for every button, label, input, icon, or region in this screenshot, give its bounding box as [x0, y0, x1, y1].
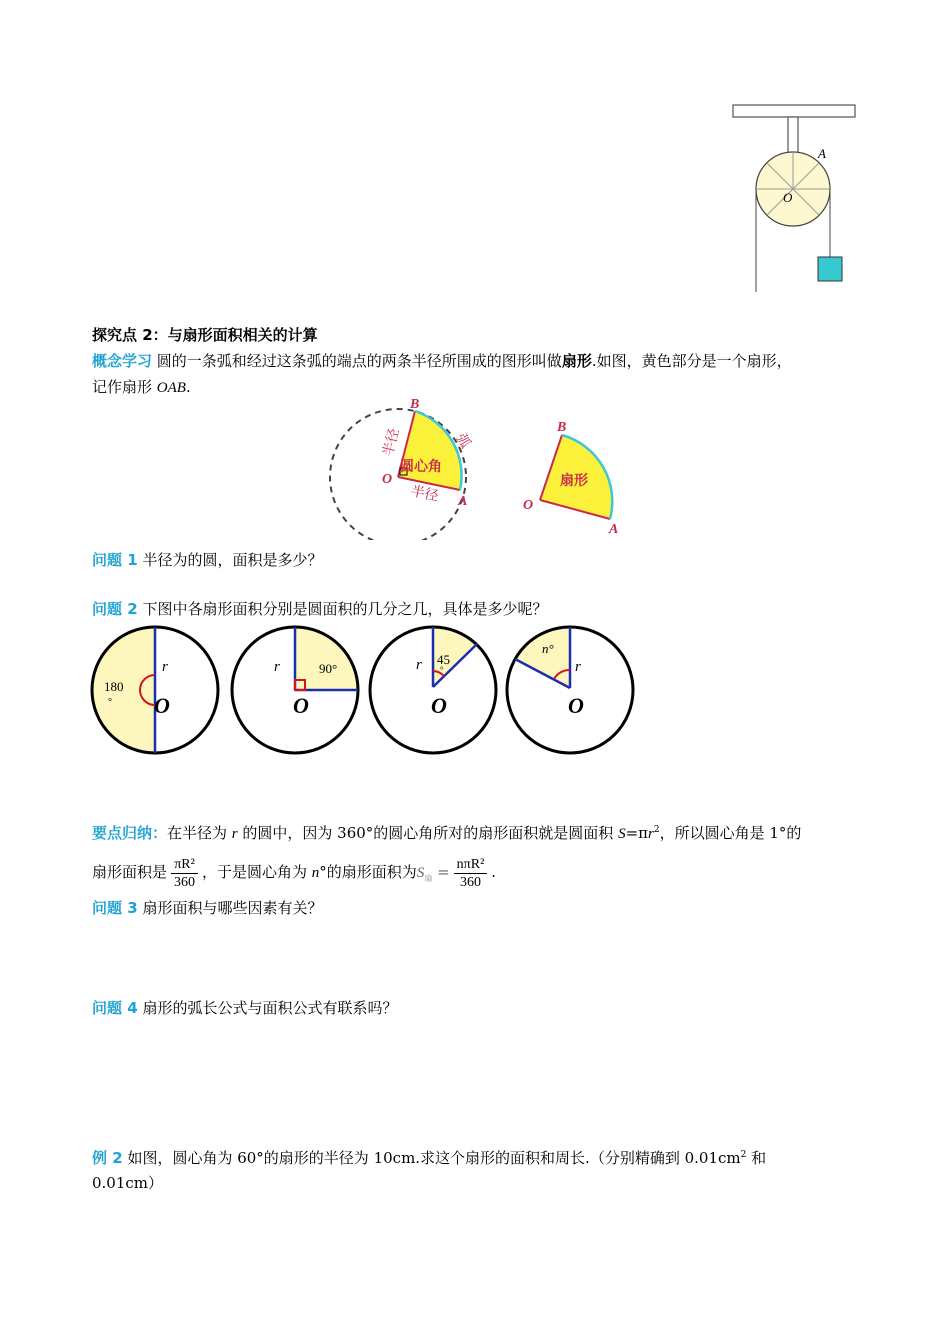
circle-1-angle: 180: [104, 679, 124, 694]
circle-1-o: O: [154, 693, 170, 718]
summary-text-c: ，所以圆心角是 1°的: [659, 824, 802, 842]
circle-2-r: r: [274, 659, 280, 675]
pulley-figure: [725, 100, 865, 300]
circle-45: [370, 627, 496, 753]
summary-text-b: 的圆中，因为 360°的圆心角所对的扇形面积就是圆面积: [237, 824, 619, 842]
concept-term: 扇形: [561, 352, 592, 370]
summary-line-1: [92, 822, 801, 845]
right-label-o: O: [523, 498, 534, 513]
fraction-2: [454, 856, 488, 891]
sector-concept-figure: [320, 395, 640, 540]
left-label-o: O: [382, 472, 393, 487]
summary-line2-b: ，于是圆心角为: [202, 863, 312, 881]
circle-3-deg: °: [440, 665, 444, 675]
summary-end: .: [491, 863, 497, 881]
concept-line2-prefix: 记作扇形: [92, 378, 157, 396]
circle-2-o: O: [293, 693, 309, 718]
circle-4-o: O: [568, 693, 584, 718]
left-label-b: B: [410, 397, 420, 412]
summary-eq: =π: [625, 824, 649, 842]
section-heading: 探究点 2：与扇形面积相关的计算: [92, 326, 318, 344]
question-3: [92, 897, 322, 919]
circle-1-r: r: [162, 659, 168, 675]
circle-4-r: r: [575, 659, 581, 675]
summary-line2-a: 扇形面积是: [92, 863, 168, 881]
example-2-line-2: 0.01cm）: [92, 1174, 164, 1192]
right-label-b: B: [557, 420, 567, 435]
summary-n: n: [311, 865, 320, 881]
ex2-sup: 2: [740, 1150, 747, 1160]
circle-3-r: r: [416, 657, 422, 673]
circle-90: [232, 627, 358, 753]
concept-line-1: [92, 350, 792, 372]
circle-2-angle: 90°: [319, 661, 338, 676]
question-4: [92, 997, 397, 1019]
circle-4-angle: n°: [542, 641, 554, 656]
circle-3-o: O: [431, 693, 447, 718]
pulley-top-bar: [733, 105, 855, 117]
summary-label: 要点归纳：: [92, 824, 168, 842]
left-arc-label: 弧: [452, 431, 473, 452]
summary-equals: =: [437, 863, 450, 881]
fraction-1: [171, 856, 198, 891]
right-label-a: A: [609, 522, 619, 537]
concept-line-2: [92, 376, 191, 399]
circle-180: [92, 627, 218, 753]
ex2-label: 例 2: [92, 1149, 123, 1167]
circle-1-deg: °: [108, 697, 112, 708]
summary-r: r: [231, 826, 238, 842]
fraction-1-num: πR²: [171, 856, 198, 874]
circle-n: [507, 627, 633, 753]
concept-text-a: 圆的一条弧和经过这条弧的端点的两条半径所围成的图形叫做: [156, 352, 562, 370]
summary-r2: r: [648, 826, 654, 842]
pulley-weight: [818, 257, 842, 281]
q1-label: 问题 1: [92, 551, 138, 569]
q3-label: 问题 3: [92, 899, 138, 917]
fraction-1-den: 360: [174, 874, 196, 890]
ex2-text: 如图，圆心角为 60°的扇形的半径为 10cm.求这个扇形的面积和周长.（分别精确到 0.01cm: [127, 1149, 741, 1167]
q1-text: 半径为的圆，面积是多少？: [142, 551, 323, 569]
left-radius-top: 半径: [381, 427, 403, 458]
fraction-2-den: 360: [459, 874, 481, 890]
concept-line2-suffix: .: [185, 378, 191, 396]
summary-s: S: [618, 826, 626, 842]
concept-label: 概念学习: [92, 352, 153, 370]
circle-3-angle: 45: [437, 652, 450, 667]
ex2-tail: 和: [746, 1149, 767, 1167]
concept-text-b: .如图，黄色部分是一个扇形，: [591, 352, 792, 370]
left-radius-bottom: 半径: [409, 484, 440, 505]
question-1: [92, 549, 322, 571]
example-2-line-1: [92, 1147, 766, 1169]
left-label-a: A: [458, 494, 468, 509]
summary-line2-c: °的扇形面积为: [319, 863, 417, 881]
q2-text: 下图中各扇形面积分别是圆面积的几分之几，具体是多少呢？: [142, 600, 548, 618]
q3-text: 扇形面积与哪些因素有关？: [142, 899, 323, 917]
concept-sector-name: OAB: [156, 380, 186, 396]
summary-text-a: 在半径为: [167, 824, 232, 842]
summary-line-2: [92, 852, 496, 899]
circles-figure: [88, 625, 640, 755]
q4-label: 问题 4: [92, 999, 138, 1017]
pulley-label-a: A: [818, 146, 826, 161]
summary-sup2: 2: [653, 825, 660, 835]
question-2: [92, 598, 547, 620]
summary-s-sub: 扇: [424, 874, 433, 883]
right-sector-label: 扇形: [560, 474, 588, 489]
q2-label: 问题 2: [92, 600, 138, 618]
fraction-2-num: nπR²: [454, 856, 488, 874]
q4-text: 扇形的弧长公式与面积公式有联系吗？: [142, 999, 398, 1017]
pulley-label-o: O: [783, 190, 793, 205]
summary-s-sym: S: [416, 865, 425, 881]
left-center-angle: 圆心角: [400, 460, 442, 475]
